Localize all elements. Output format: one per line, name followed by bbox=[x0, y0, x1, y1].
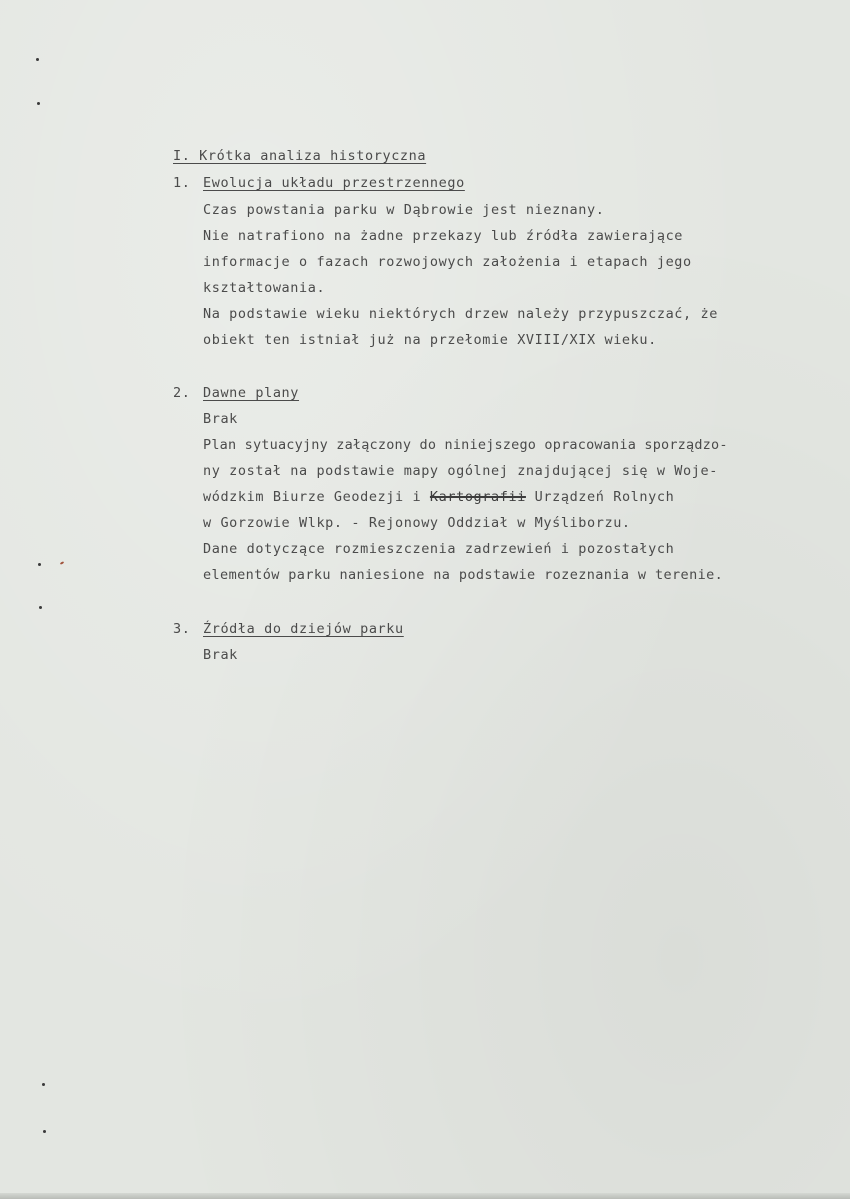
section-2-line: Plan sytuacyjny załączony do niniejszego opracowania sporządzo- bbox=[203, 437, 728, 453]
margin-speck bbox=[39, 606, 42, 609]
section-1-title: Ewolucja układu przestrzennego bbox=[203, 175, 465, 191]
section-2-title: Dawne plany bbox=[203, 385, 300, 401]
page-bottom-edge bbox=[0, 1193, 850, 1199]
section-1-line: informacje o fazach rozwojowych założenia i etapach jego bbox=[203, 254, 692, 270]
section-2-line: Dane dotyczące rozmieszczenia zadrzewień i pozostałych bbox=[203, 541, 675, 557]
margin-speck bbox=[37, 102, 40, 105]
section-2-line: Brak bbox=[203, 411, 238, 427]
section-1-number: 1. bbox=[173, 175, 191, 191]
margin-speck bbox=[42, 1083, 45, 1086]
margin-speck bbox=[60, 561, 64, 565]
section-2-line: w Gorzowie Wlkp. - Rejonowy Oddział w Myśliborzu. bbox=[203, 515, 631, 531]
section-1-line: obiekt ten istniał już na przełomie XVIII/XIX wieku. bbox=[203, 332, 657, 348]
section-1-header bbox=[173, 174, 465, 192]
section-1-line: kształtowania. bbox=[203, 280, 326, 296]
section-1-line: Nie natrafiono na żadne przekazy lub źródła zawierające bbox=[203, 228, 684, 244]
section-2-header bbox=[173, 384, 299, 402]
margin-speck bbox=[36, 58, 39, 61]
section-2-line: ny został na podstawie mapy ogólnej znajdującej się w Woje- bbox=[203, 463, 718, 479]
section-3-line: Brak bbox=[203, 647, 238, 663]
section-2-number: 2. bbox=[173, 385, 191, 401]
section-2-line-part: wódzkim Biurze Geodezji i bbox=[203, 489, 430, 505]
section-heading: I. Krótka analiza historyczna bbox=[173, 148, 427, 164]
margin-speck bbox=[43, 1130, 46, 1133]
section-2-line bbox=[203, 488, 674, 506]
margin-speck bbox=[38, 563, 41, 566]
section-3-number: 3. bbox=[173, 621, 191, 637]
struck-word: Kartografii bbox=[429, 489, 526, 505]
section-1-line: Czas powstania parku w Dąbrowie jest nieznany. bbox=[203, 202, 605, 218]
section-2-line: elementów parku naniesione na podstawie rozeznania w terenie. bbox=[203, 567, 724, 583]
section-1-line: Na podstawie wieku niektórych drzew należy przypuszczać, że bbox=[203, 306, 718, 322]
section-3-title: Źródła do dziejów parku bbox=[203, 621, 404, 637]
section-2-line-part: Urządzeń Rolnych bbox=[525, 489, 675, 505]
section-3-header bbox=[173, 620, 404, 638]
